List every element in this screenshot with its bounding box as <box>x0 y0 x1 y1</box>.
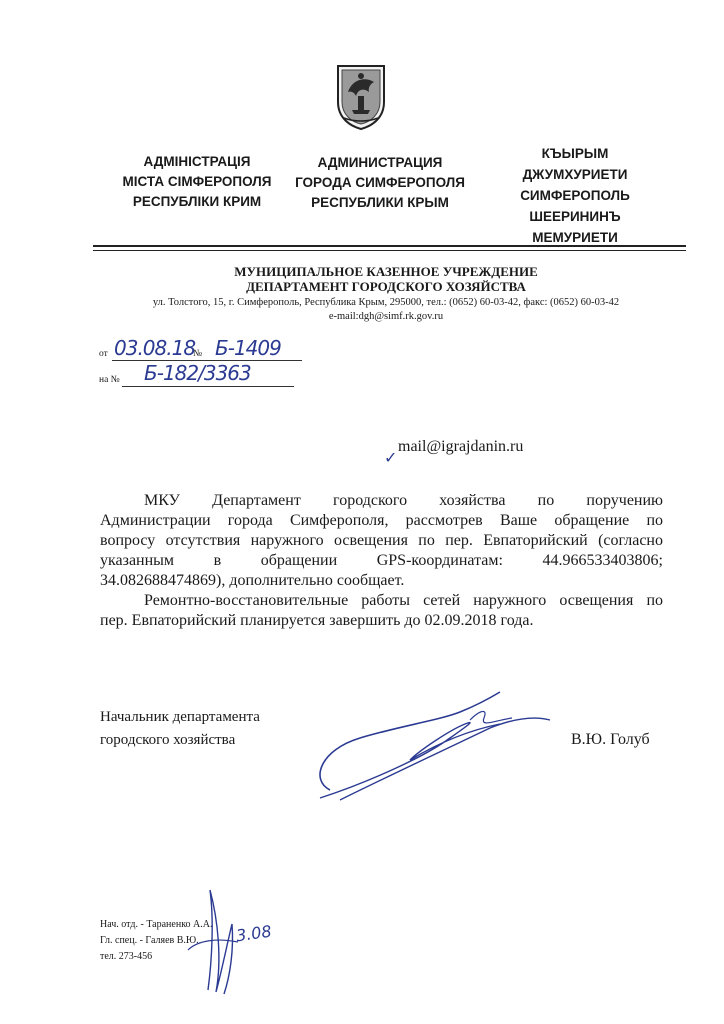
header-ukrainian <box>92 152 302 212</box>
body-paragraph2-line: пер. Евпаторийский планируется завершить до 02.09.2018 года. <box>100 612 534 629</box>
body-paragraph1-line: МКУ Департамент городского хозяйства по поручению <box>144 492 663 509</box>
crimea-coat-of-arms-icon <box>334 62 388 130</box>
approval-visa-date: 3.08 <box>234 921 273 946</box>
header-ru-line: ГОРОДА СИМФЕРОПОЛЯ <box>295 175 465 190</box>
footer-executor-line: Нач. отд. - Тараненко А.А. <box>100 919 213 930</box>
organization-name-line1: МУНИЦИПАЛЬНОЕ КАЗЕННОЕ УЧРЕЖДЕНИЕ <box>234 264 538 279</box>
header-cr-line: МЕМУРИЕТИ <box>532 230 618 245</box>
footer-executor-line: Гл. спец. - Галяев В.Ю. <box>100 935 199 946</box>
organization-address: ул. Толстого, 15, г. Симферополь, Республика Крым, 295000, тел.: (0652) 60-03-42, факс: (0652) 60-03-42 <box>152 297 620 308</box>
signatory-title-line2: городского хозяйства <box>100 732 236 748</box>
organization-name-line2: ДЕПАРТАМЕНТ ГОРОДСКОГО ХОЗЯЙСТВА <box>246 279 526 294</box>
header-ru-line: АДМИНИСТРАЦИЯ <box>317 155 443 170</box>
body-paragraph1-line: 34.082688474869), дополнительно сообщает. <box>100 572 405 589</box>
header-divider-thin <box>93 250 686 251</box>
footer-phone: тел. 273-456 <box>100 951 153 962</box>
body-paragraph1-line: указанным в обращении GPS-координатам: 44.966533403806; <box>100 552 663 569</box>
body-paragraph2-line: Ремонтно-восстановительные работы сетей наружного освещения по <box>144 592 663 609</box>
header-divider <box>93 245 686 247</box>
header-ua-line: АДМІНІСТРАЦІЯ <box>143 154 251 169</box>
header-crimean-tatar <box>490 143 660 248</box>
header-ua-line: РЕСПУБЛІКИ КРИМ <box>132 194 262 209</box>
date-label: от <box>99 349 108 359</box>
number-label: № <box>193 349 203 359</box>
outgoing-number: Б-1409 <box>215 336 281 360</box>
organization-email: e-mail:dgh@simf.rk.gov.ru <box>328 311 444 322</box>
header-cr-line: СИМФЕРОПОЛЬ <box>520 188 630 203</box>
recipient-email: mail@igrajdanin.ru <box>398 438 524 455</box>
header-ua-line: МІСТА СІМФЕРОПОЛЯ <box>122 174 272 189</box>
reference-label: на № <box>99 375 120 385</box>
outgoing-date: 03.08.18 <box>114 336 196 360</box>
reference-underline <box>122 386 294 387</box>
header-cr-line: КЪЫРЫМ <box>541 146 609 161</box>
header-cr-line: ДЖУМХУРИЕТИ <box>522 167 628 182</box>
body-paragraph1-line: Администрации города Симферополя, рассмотрев Ваше обращение по <box>100 512 663 529</box>
body-paragraph1-line: вопросу отсутствия наружного освещения по пер. Евпаторийский (согласно <box>100 532 663 549</box>
header-ru-line: РЕСПУБЛИКИ КРЫМ <box>311 195 449 210</box>
handwritten-signature-icon <box>300 680 560 810</box>
signatory-name: В.Ю. Голуб <box>571 731 650 748</box>
check-mark-icon: ✓ <box>384 448 398 467</box>
reference-number: Б-182/3363 <box>144 361 251 385</box>
header-cr-line: ШЕЕРИНИНЪ <box>529 209 621 224</box>
header-russian <box>280 153 480 213</box>
signatory-title-line1: Начальник департамента <box>100 709 260 725</box>
